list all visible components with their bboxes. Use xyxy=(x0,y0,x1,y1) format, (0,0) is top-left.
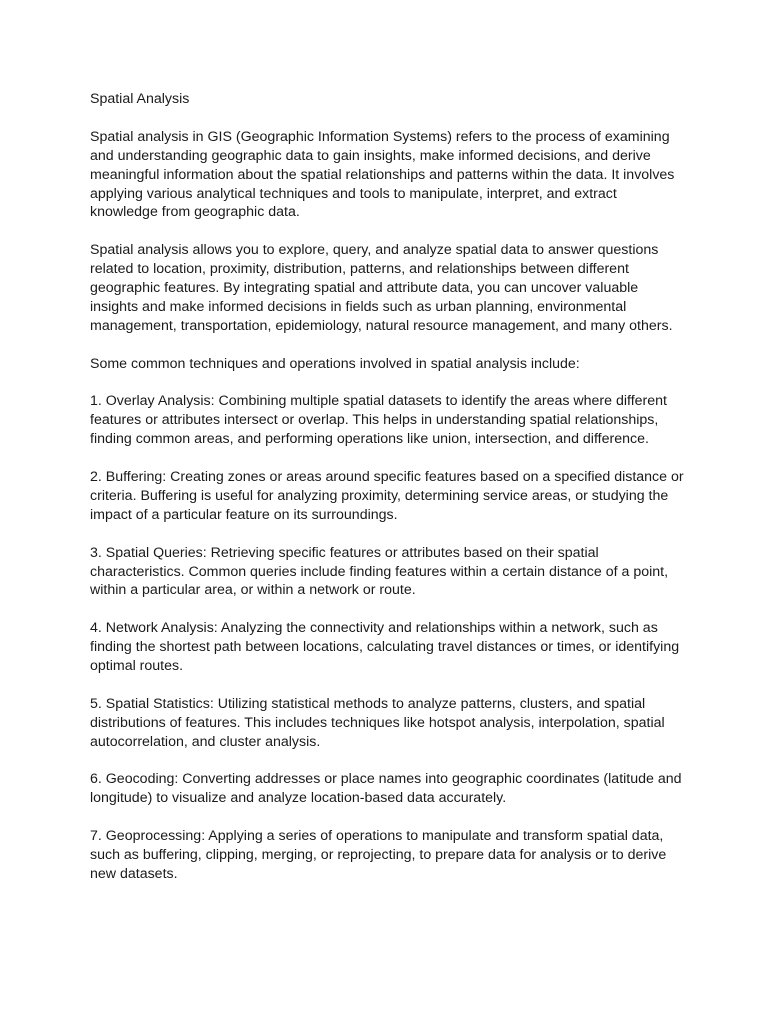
list-item-spatial-statistics: 5. Spatial Statistics: Utilizing statistical methods to analyze patterns, clusters, and spatial distributions of features. This includes techniques like hotspot analysis, interpolation, spatial autocorrelation, and cluster analysis. xyxy=(90,695,665,750)
paragraph-uses: Spatial analysis allows you to explore, query, and analyze spatial data to answer questions related to location, proximity, distribution, patterns, and relationships between different geographic features. By integrating spatial and attribute data, you can uncover valuable insights and make informed decisions in fields such as urban planning, environmental management, transportation, epidemiology, natural resource management, and many others. xyxy=(90,242,673,334)
list-item-geoprocessing: 7. Geoprocessing: Applying a series of operations to manipulate and transform spatial data, such as buffering, clipping, merging, or reprojecting, to prepare data for analysis or to derive new datasets. xyxy=(90,828,667,882)
list-item-spatial-queries: 3. Spatial Queries: Retrieving specific features or attributes based on their spatial characteristics. Common queries include finding features within a certain distance of a point, within a particular area, or within a network or route. xyxy=(90,544,669,599)
paragraph-techniques-lead: Some common techniques and operations involved in spatial analysis include: xyxy=(90,355,580,372)
list-item-geocoding: 6. Geocoding: Converting addresses or place names into geographic coordinates (latitude and longitude) to visualize and analyze location-based data accurately. xyxy=(90,771,682,807)
list-item-buffering: 2. Buffering: Creating zones or areas around specific features based on a specified distance or criteria. Buffering is useful for analyzing proximity, determining service areas, or studying the impact of a particular feature on its surroundings. xyxy=(90,469,684,523)
paragraph-intro: Spatial analysis in GIS (Geographic Information Systems) refers to the process of examining and understanding geographic data to gain insights, make informed decisions, and derive meaningful information about the spatial relationships and patterns within the data. It involves applying various analytical techniques and tools to manipulate, interpret, and extract knowledge from geographic data. xyxy=(90,128,675,221)
list-item-overlay-analysis: 1. Overlay Analysis: Combining multiple spatial datasets to identify the areas where different features or attributes intersect or overlap. This helps in understanding spatial relationships, finding common areas, and performing operations like union, intersection, and difference. xyxy=(90,393,667,448)
list-item-network-analysis: 4. Network Analysis: Analyzing the connectivity and relationships within a network, such as finding the shortest path between locations, calculating travel distances or times, or identifying optimal routes. xyxy=(90,620,680,675)
document-title: Spatial Analysis xyxy=(90,91,190,107)
